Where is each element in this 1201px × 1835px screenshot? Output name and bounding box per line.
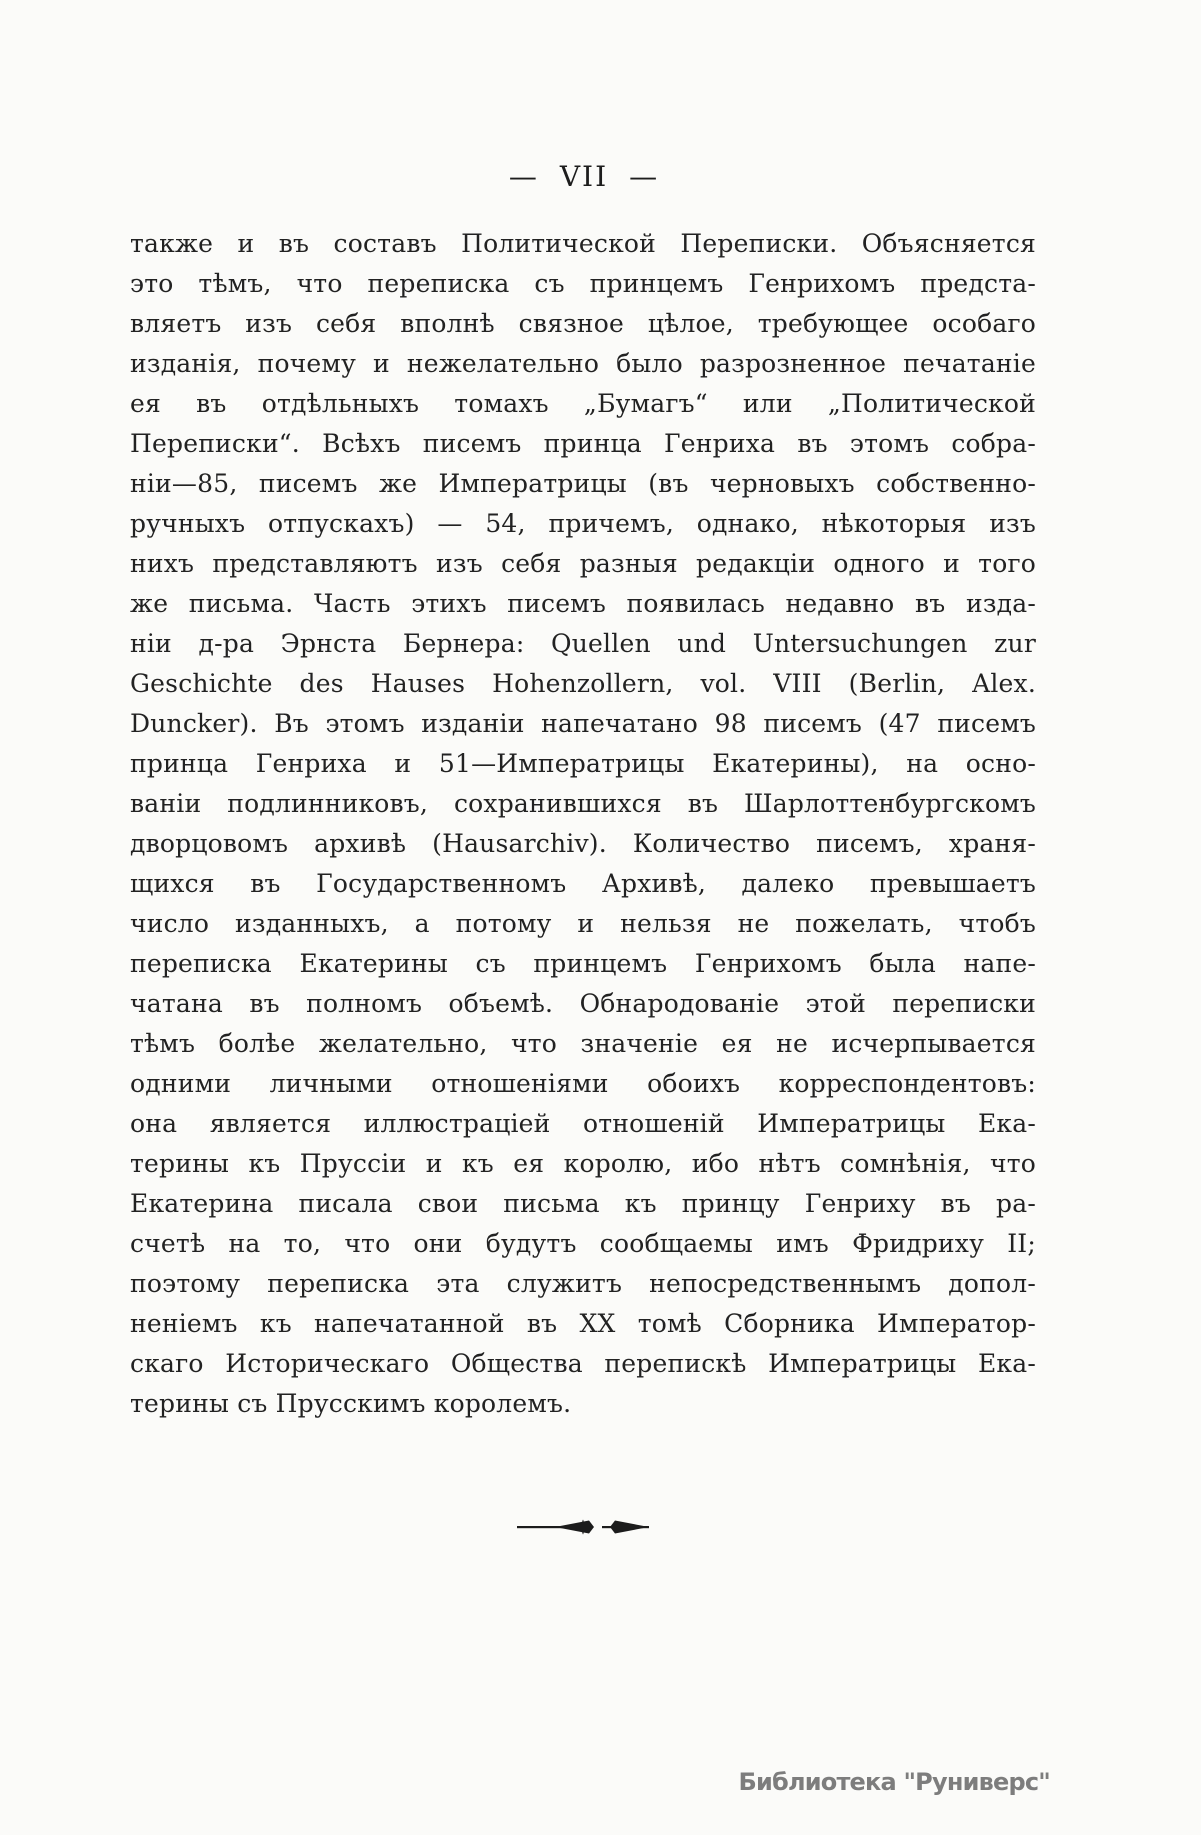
page-number-header: — VII — (508, 160, 660, 193)
text-line: терины съ Прусскимъ королемъ. (130, 1389, 572, 1418)
text-line: ваніи подлинниковъ, сохранившихся въ Шарлоттенбургскомъ (130, 789, 1036, 818)
text-line: вляетъ изъ себя вполнѣ связное цѣлое, требующее особаго (130, 309, 1036, 338)
text-line: тѣмъ болѣе желательно, что значеніе ея не исчерпывается (130, 1029, 1036, 1058)
text-line: ніи—85, писемъ же Императрицы (въ черновыхъ собственно- (130, 469, 1036, 498)
body-text (130, 224, 1036, 1424)
text-line: Переписки“. Всѣхъ писемъ принца Генриха въ этомъ собра- (130, 429, 1036, 458)
text-line: ручныхъ отпускахъ) — 54, причемъ, однако, нѣкоторыя изъ (130, 509, 1036, 538)
text-line: изданія, почему и нежелательно было разрозненное печатаніе (130, 349, 1036, 378)
divider-ornament (517, 1516, 649, 1538)
text-line: неніемъ къ напечатанной въ XX томѣ Сборника Император- (130, 1309, 1036, 1338)
text-line: нихъ представляютъ изъ себя разныя редакціи одного и того (130, 549, 1036, 578)
text-line: дворцовомъ архивѣ (Hausarchiv). Количество писемъ, храня- (130, 829, 1036, 858)
text-line: Екатерина писала свои письма къ принцу Генриху въ ра- (130, 1189, 1036, 1218)
library-watermark: Библиотека "Руниверс" (738, 1768, 1050, 1796)
text-line: скаго Историческаго Общества перепискѣ Императрицы Ека- (130, 1349, 1036, 1378)
text-line: же письма. Часть этихъ писемъ появилась недавно въ изда- (130, 589, 1036, 618)
text-line: ея въ отдѣльныхъ томахъ „Бумагъ“ или „Политической (130, 389, 1036, 418)
text-line: ніи д-ра Эрнста Бернера: Quellen und Untersuchungen zur (130, 629, 1036, 658)
text-line: Geschichte des Hauses Hohenzollern, vol. VIII (Berlin, Alex. (130, 669, 1036, 698)
text-line: она является иллюстраціей отношеній Императрицы Ека- (130, 1109, 1036, 1138)
text-line: Duncker). Въ этомъ изданіи напечатано 98 писемъ (47 писемъ (130, 709, 1036, 738)
text-line: терины къ Пруссіи и къ ея королю, ибо нѣтъ сомнѣнія, что (130, 1149, 1036, 1178)
text-line: поэтому переписка эта служитъ непосредственнымъ допол- (130, 1269, 1036, 1298)
text-line: число изданныхъ, а потому и нельзя не пожелать, чтобъ (130, 909, 1036, 938)
text-line: также и въ составъ Политической Переписки. Объясняется (130, 229, 1036, 258)
text-line: одними личными отношеніями обоихъ корреспондентовъ: (130, 1069, 1036, 1098)
text-line: это тѣмъ, что переписка съ принцемъ Генрихомъ предста- (130, 269, 1036, 298)
text-line: переписка Екатерины съ принцемъ Генрихомъ была напе- (130, 949, 1036, 978)
text-line: принца Генриха и 51—Императрицы Екатерины), на осно- (130, 749, 1036, 778)
text-line: чатана въ полномъ объемѣ. Обнародованіе этой переписки (130, 989, 1036, 1018)
text-line: щихся въ Государственномъ Архивѣ, далеко превышаетъ (130, 869, 1036, 898)
text-line: счетѣ на то, что они будутъ сообщаемы имъ Фридриху II; (130, 1229, 1036, 1258)
